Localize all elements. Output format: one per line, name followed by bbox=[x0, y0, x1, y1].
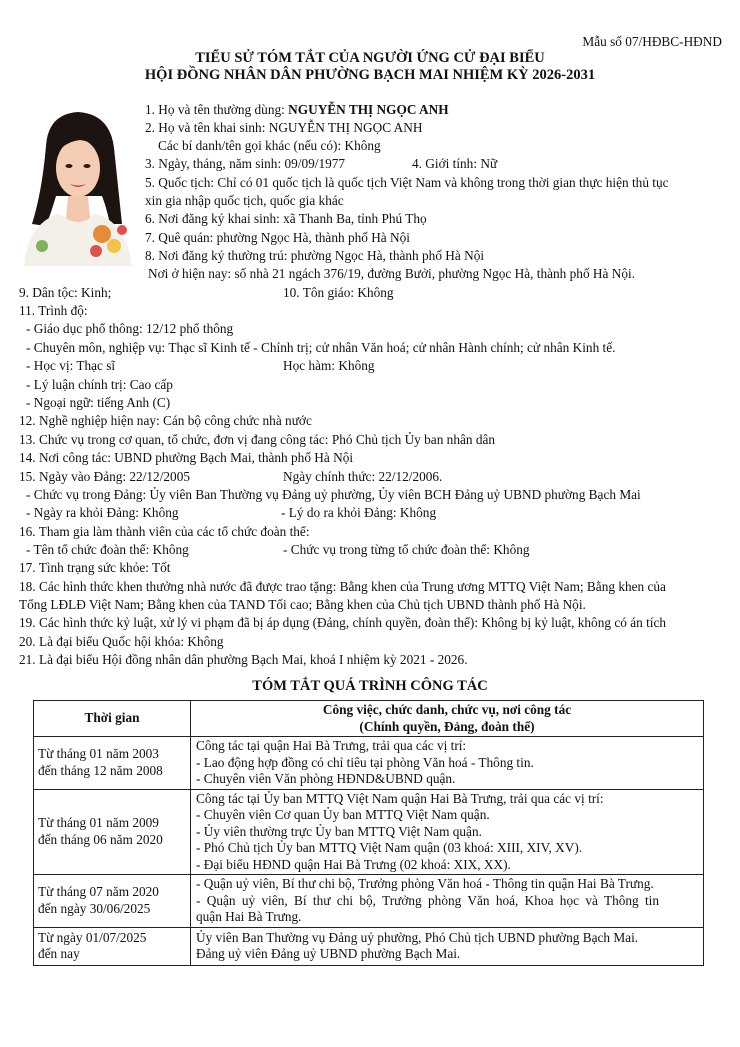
work-line: - Quận uỷ viên, Bí thư chi bộ, Trưởng phòng Văn hoá, Khoa học và Thông tin bbox=[196, 892, 660, 908]
work-line: - Chuyên viên Văn phòng HĐND&UBND quận. bbox=[196, 771, 456, 786]
field-position: 13. Chức vụ trong cơ quan, tổ chức, đơn vị đang công tác: Phó Chủ tịch Ủy ban nhân dân bbox=[19, 432, 496, 447]
time-to: đến tháng 12 năm 2008 bbox=[38, 762, 163, 778]
title-line-2: HỘI ĐỒNG NHÂN DÂN PHƯỜNG BẠCH MAI NHIỆM KỲ 2026-2031 bbox=[144, 67, 596, 83]
field-birth-date: 3. Ngày, tháng, năm sinh: 09/09/1977 bbox=[145, 156, 346, 171]
time-cell bbox=[34, 737, 191, 790]
field-hometown: 7. Quê quán: phường Ngọc Hà, thành phố Hà Nội bbox=[145, 230, 410, 245]
column-header-work bbox=[191, 701, 704, 737]
field-party-position: - Chức vụ trong Đảng: Ủy viên Ban Thường vụ Đảng uỷ phường, Ủy viên BCH Đảng uỷ UBND phường Bạch Mai bbox=[26, 487, 641, 502]
time-from: Từ tháng 01 năm 2009 bbox=[38, 815, 159, 831]
field-ethnicity: 9. Dân tộc: Kinh; bbox=[19, 285, 112, 300]
field-foreign-language: - Ngoại ngữ: tiếng Anh (C) bbox=[26, 395, 171, 410]
field-awards-cont: Tổng LĐLĐ Việt Nam; Bằng khen của TAND Tối cao; Bằng khen của Chủ tịch UBND thành phố Hà Nội. bbox=[19, 597, 586, 612]
field-national-assembly: 20. Là đại biểu Quốc hội khóa: Không bbox=[19, 634, 224, 649]
field-party-official-date: Ngày chính thức: 22/12/2006. bbox=[283, 469, 443, 484]
time-cell bbox=[34, 789, 191, 875]
table-row bbox=[34, 927, 704, 965]
field-aliases: Các bí danh/tên gọi khác (nếu có): Không bbox=[158, 138, 381, 153]
work-line: - Quận uỷ viên, Bí thư chi bộ, Trưởng phòng Văn hoá - Thông tin quận Hai Bà Trưng. bbox=[196, 876, 654, 891]
time-from: Từ ngày 01/07/2025 bbox=[38, 929, 147, 945]
work-history-table bbox=[33, 700, 704, 966]
work-line: Đảng uỷ viên Đảng uỷ UBND phường Bạch Mai. bbox=[196, 946, 461, 961]
field-council-member: 21. Là đại biểu Hội đồng nhân dân phường Bạch Mai, khoá I nhiệm kỳ 2021 - 2026. bbox=[19, 652, 468, 667]
work-line: - Đại biểu HĐND quận Hai Bà Trưng (02 khoá: XIX, XX). bbox=[196, 856, 511, 872]
column-header-work-line2: (Chính quyền, Đảng, đoàn thể) bbox=[359, 718, 535, 734]
portrait-photo bbox=[18, 106, 136, 266]
work-line: Công tác tại Ủy ban MTTQ Việt Nam quận Hai Bà Trưng, trải qua các vị trí: bbox=[196, 790, 604, 806]
field-general-education: - Giáo dục phổ thông: 12/12 phổ thông bbox=[26, 321, 234, 336]
time-cell bbox=[34, 875, 191, 928]
field-birth-registration: 6. Nơi đăng ký khai sinh: xã Thanh Ba, tỉnh Phú Thọ bbox=[145, 211, 427, 226]
table-header-row bbox=[34, 701, 704, 737]
table-row bbox=[34, 875, 704, 928]
field-organization-name: - Tên tổ chức đoàn thể: Không bbox=[26, 542, 189, 557]
work-line: - Chuyên viên Cơ quan Ủy ban MTTQ Việt Nam quận. bbox=[196, 807, 490, 822]
table-row bbox=[34, 737, 704, 790]
field-current-address: Nơi ở hiện nay: số nhà 21 ngách 376/19, đường Bưởi, phường Ngọc Hà, thành phố Hà Nội. bbox=[148, 266, 636, 281]
work-cell bbox=[191, 737, 704, 790]
field-birth-name: 2. Họ và tên khai sinh: NGUYỄN THỊ NGỌC ANH bbox=[145, 120, 423, 135]
field-religion: 10. Tôn giáo: Không bbox=[283, 285, 394, 300]
work-line: - Ủy viên thường trực Ủy ban MTTQ Việt Nam quận. bbox=[196, 823, 482, 839]
field-political-theory: - Lý luận chính trị: Cao cấp bbox=[26, 377, 173, 392]
field-degree: - Học vị: Thạc sĩ bbox=[26, 358, 116, 373]
form-number: Mẫu số 07/HĐBC-HĐND bbox=[582, 34, 722, 49]
title-line-1: TIỂU SỬ TÓM TẮT CỦA NGƯỜI ỨNG CỬ ĐẠI BIỂU bbox=[195, 50, 545, 66]
table-row bbox=[34, 789, 704, 875]
field-specialization: - Chuyên môn, nghiệp vụ: Thạc sĩ Kinh tế - Chính trị; cử nhân Văn hoá; cử nhân Hành chính; cử nhân Kinh tế. bbox=[26, 340, 616, 355]
field-education: 11. Trình độ: bbox=[19, 303, 88, 318]
work-line: Công tác tại quận Hai Bà Trưng, trải qua các vị trí: bbox=[196, 738, 467, 753]
work-line: Ủy viên Ban Thường vụ Đảng uỷ phường, Phó Chủ tịch UBND phường Bạch Mai. bbox=[196, 929, 639, 945]
field-academic-title: Học hàm: Không bbox=[283, 358, 375, 373]
column-header-time: Thời gian bbox=[34, 701, 191, 737]
time-cell bbox=[34, 927, 191, 965]
field-occupation: 12. Nghề nghiệp hiện nay: Cán bộ công chức nhà nước bbox=[19, 413, 312, 428]
work-cell bbox=[191, 789, 704, 875]
field-awards: 18. Các hình thức khen thưởng nhà nước đã được trao tặng: Bằng khen của Trung ương MTTQ Việt Nam; Bằng khen của bbox=[19, 579, 666, 594]
work-cell bbox=[191, 875, 704, 928]
field-party-leave-reason: - Lý do ra khỏi Đảng: Không bbox=[281, 505, 437, 520]
field-party-leave-date: - Ngày ra khỏi Đảng: Không bbox=[26, 505, 179, 520]
field-nationality: 5. Quốc tịch: Chỉ có 01 quốc tịch là quốc tịch Việt Nam và không trong thời gian thực hiện thủ tục bbox=[145, 175, 669, 190]
column-header-work-line1: Công việc, chức danh, chức vụ, nơi công tác bbox=[322, 702, 572, 717]
field-organizations: 16. Tham gia làm thành viên của các tổ chức đoàn thể: bbox=[19, 524, 310, 539]
work-line: - Lao động hợp đồng có chỉ tiêu tại phòng Văn hoá - Thông tin. bbox=[196, 754, 534, 770]
time-to: đến nay bbox=[38, 946, 80, 961]
common-name-value: NGUYỄN THỊ NGỌC ANH bbox=[288, 102, 449, 117]
field-label: 1. Họ và tên thường dùng: bbox=[145, 102, 289, 117]
field-common-name bbox=[145, 101, 449, 119]
field-health: 17. Tình trạng sức khỏe: Tốt bbox=[19, 560, 171, 575]
field-organization-role: - Chức vụ trong từng tổ chức đoàn thể: Không bbox=[283, 542, 530, 557]
time-from: Từ tháng 07 năm 2020 bbox=[38, 884, 159, 900]
time-to: đến tháng 06 năm 2020 bbox=[38, 831, 163, 847]
field-party-join-date: 15. Ngày vào Đảng: 22/12/2005 bbox=[19, 469, 190, 484]
field-workplace: 14. Nơi công tác: UBND phường Bạch Mai, thành phố Hà Nội bbox=[19, 450, 354, 465]
work-cell bbox=[191, 927, 704, 965]
time-from: Từ tháng 01 năm 2003 bbox=[38, 746, 159, 762]
work-history-heading: TÓM TẮT QUÁ TRÌNH CÔNG TÁC bbox=[252, 678, 488, 694]
field-nationality-cont: xin gia nhập quốc tịch, quốc gia khác bbox=[145, 193, 344, 208]
field-discipline: 19. Các hình thức kỷ luật, xử lý vi phạm đã bị áp dụng (Đảng, chính quyền, đoàn thể): Không bị kỷ luật, không có án tích bbox=[19, 615, 667, 630]
field-gender: 4. Giới tính: Nữ bbox=[412, 156, 498, 171]
work-line: - Phó Chủ tịch Ủy ban MTTQ Việt Nam quận (03 khoá: XIII, XIV, XV). bbox=[196, 840, 583, 855]
time-to: đến ngày 30/06/2025 bbox=[38, 900, 151, 916]
work-line: quận Hai Bà Trưng. bbox=[196, 909, 302, 924]
field-permanent-residence: 8. Nơi đăng ký thường trú: phường Ngọc Hà, thành phố Hà Nội bbox=[145, 248, 485, 263]
